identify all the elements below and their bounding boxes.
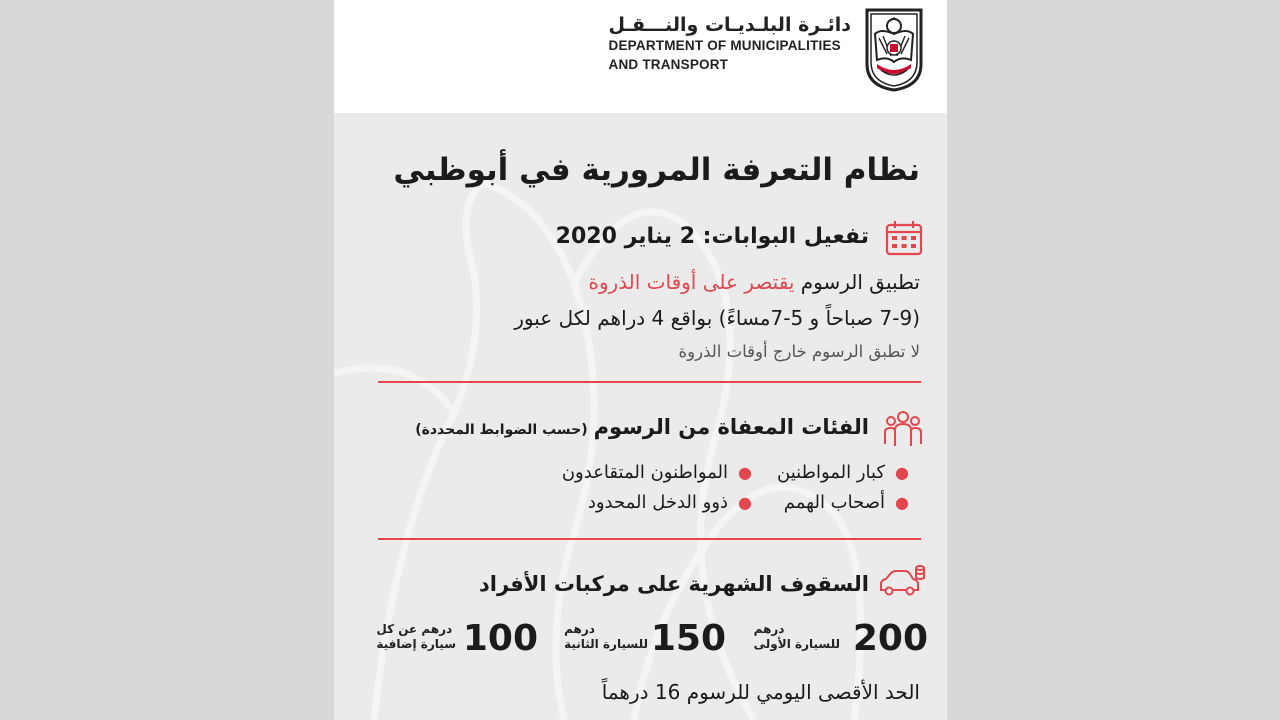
- cap-label-line2: سيارة إضافية: [376, 637, 456, 651]
- list-item: [588, 492, 752, 513]
- header: [334, 0, 947, 113]
- cap-first-car: [753, 618, 928, 664]
- bullet-dot: ●: [738, 493, 752, 512]
- gates-activation-date: تفعيل البوابات: 2 يناير 2020: [555, 224, 869, 249]
- page-title: نظام التعرفة المرورية في أبوظبي: [393, 152, 920, 188]
- list-item: [562, 462, 752, 483]
- org-name-english-line2: AND TRANSPORT: [608, 57, 729, 72]
- cap-value: 150: [650, 618, 726, 659]
- cap-label-line1: درهم: [564, 622, 595, 636]
- cap-label: [754, 622, 840, 652]
- fee-line-prefix: تطبيق الرسوم: [800, 270, 920, 294]
- car-coins-icon: [878, 562, 926, 598]
- monthly-caps-title: السقوف الشهرية على مركبات الأفراد: [479, 572, 869, 596]
- bullet-dot: ●: [895, 463, 909, 482]
- section-divider: [378, 381, 921, 383]
- cap-label: [564, 622, 648, 652]
- cap-label: [376, 622, 456, 652]
- bullet-dot: ●: [738, 463, 752, 482]
- cap-value: 200: [852, 618, 928, 659]
- list-item-text: ذوو الدخل المحدود: [587, 492, 729, 513]
- cap-label-line2: للسيارة الثانية: [564, 637, 648, 651]
- calendar-icon: [885, 220, 923, 256]
- list-item: [777, 462, 909, 483]
- fee-line-highlight: يقتصر على أوقات الذروة: [588, 270, 795, 294]
- list-item: [784, 492, 909, 513]
- cap-label-line1: درهم عن كل: [376, 622, 453, 636]
- section-divider: [378, 538, 921, 540]
- infographic-card: [334, 0, 947, 720]
- org-logo-text: [609, 14, 851, 74]
- exemptions-note: (حسب الضوابط المحددة): [415, 422, 588, 438]
- cap-value: 100: [462, 618, 538, 659]
- daily-cap-note: الحد الأقصى اليومي للرسوم 16 درهماً: [601, 680, 920, 704]
- list-item-text: المواطنون المتقاعدون: [561, 462, 729, 483]
- list-item-text: أصحاب الهمم: [783, 492, 886, 513]
- fee-times-line: (7-9 صباحاً و 5-7مساءً) بواقع 4 دراهم لكل عبور: [514, 306, 920, 330]
- falcon-emblem-icon: [861, 4, 927, 92]
- org-name-english-line1: DEPARTMENT OF MUNICIPALITIES: [608, 38, 841, 53]
- fee-offpeak-note: لا تطبق الرسوم خارج أوقات الذروة: [678, 342, 920, 361]
- exemptions-title-text: الفئات المعفاة من الرسوم: [593, 415, 869, 439]
- cap-label-line2: للسيارة الأولى: [753, 637, 840, 651]
- people-group-icon: [883, 408, 923, 448]
- cap-label-line1: درهم: [753, 622, 785, 636]
- list-item-text: كبار المواطنين: [777, 462, 886, 483]
- cap-second-car: [566, 618, 736, 664]
- org-name-arabic: دائـرة البلـديـات والنـــقـل: [608, 14, 851, 36]
- cap-additional-car: [374, 618, 544, 664]
- bullet-dot: ●: [895, 493, 909, 512]
- fee-peak-hours-line: [588, 270, 920, 294]
- exemptions-title: [415, 415, 869, 439]
